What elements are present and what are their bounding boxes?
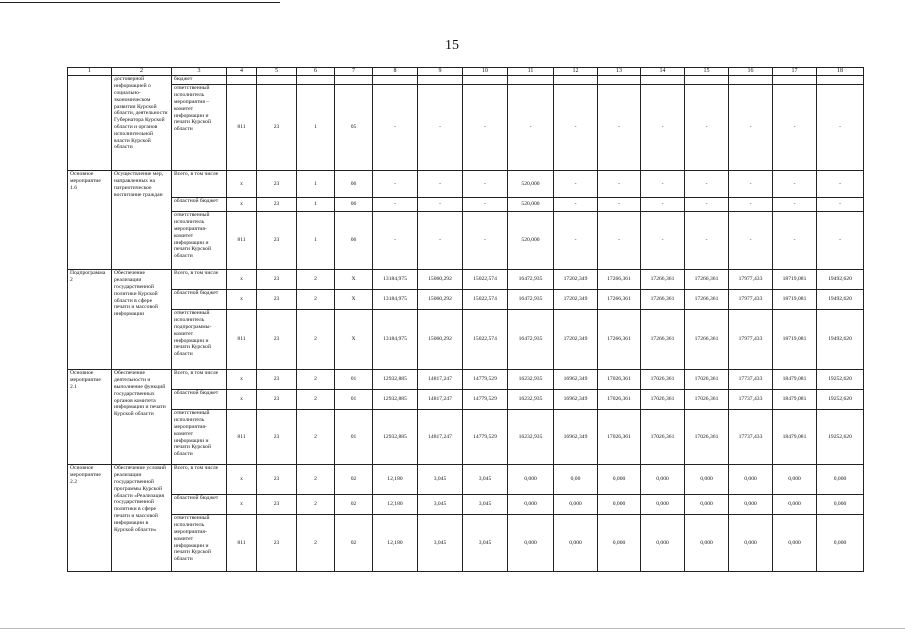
value-cell: 18719,081 [773,290,817,310]
program-code-cell: Основное мероприятие 2.1 [68,370,112,465]
value-cell: 16232,935 [508,370,554,390]
value-cell: - [598,212,641,270]
value-cell: 17266,361 [598,290,641,310]
value-cell: 16962,349 [554,410,598,465]
value-cell: 23 [257,212,297,270]
value-cell: 17266,361 [685,270,729,290]
value-cell: 02 [335,465,373,495]
value-cell: 19252,620 [817,410,864,465]
value-cell: - [685,171,729,198]
value-cell: 23 [257,390,297,410]
value-cell: - [729,85,773,171]
program-name-cell: достоверной информацией о социально-экономическом развитии Курской области, деятельности Губернатора Курской области и органов исполнительной власти Курской области [112,76,172,171]
value-cell: 17737,433 [729,390,773,410]
value-cell: Х [335,270,373,290]
value-cell: х [227,390,257,410]
source-cell: Всего, в том числе [172,171,227,198]
value-cell: - [373,85,418,171]
value-cell: 0,000 [773,515,817,572]
value-cell: 15022,574 [463,310,508,370]
source-cell: ответственный исполнитель подпрограммы-комитет информации и печати Курской области [172,310,227,370]
value-cell: 520,000 [508,171,554,198]
value-cell [463,76,508,85]
value-cell: 0,000 [598,465,641,495]
value-cell: 0,000 [685,495,729,515]
value-cell: - [373,171,418,198]
bottom-rule [0,628,905,629]
value-cell: - [554,212,598,270]
value-cell: - [817,85,864,171]
source-cell: областной бюджет [172,495,227,515]
value-cell: 17266,361 [641,310,685,370]
table-row [68,515,864,572]
value-cell: 15060,292 [418,290,463,310]
header-cell: 15 [685,68,729,76]
value-cell: 23 [257,290,297,310]
value-cell: 18719,081 [773,270,817,290]
header-cell: 13 [598,68,641,76]
value-cell: 17026,361 [598,390,641,410]
value-cell: х [227,465,257,495]
value-cell: 0,000 [729,465,773,495]
value-cell: 2 [297,290,335,310]
value-cell: 23 [257,270,297,290]
program-code-cell: Основное мероприятие 2.2 [68,465,112,572]
value-cell: 0,000 [685,515,729,572]
value-cell [373,76,418,85]
value-cell: 16232,935 [508,390,554,410]
value-cell: 06 [335,212,373,270]
value-cell: 06 [335,171,373,198]
value-cell: 02 [335,495,373,515]
value-cell: 3,045 [418,515,463,572]
value-cell: 23 [257,171,297,198]
page-number: 15 [445,38,459,53]
value-cell: 17977,433 [729,310,773,370]
value-cell [508,76,554,85]
value-cell: - [598,198,641,212]
program-name-cell: Обеспечение условий реализации государственной программы Курской области «Реализация государственной политики в сфере печати и массовой информации в Курской области» [112,465,172,572]
program-name-cell: Осуществление мер, направленных на патриотическое воспитание граждан [112,171,172,270]
value-cell: 16472,935 [508,310,554,370]
header-cell: 4 [227,68,257,76]
header-cell: 8 [373,68,418,76]
value-cell [227,76,257,85]
value-cell: 12932,885 [373,390,418,410]
value-cell [297,76,335,85]
program-code-cell [68,76,112,171]
header-cell: 18 [817,68,864,76]
source-cell: Всего, в том числе [172,370,227,390]
value-cell: 17026,361 [685,370,729,390]
value-cell: - [729,212,773,270]
value-cell [598,76,641,85]
value-cell: 17737,433 [729,370,773,390]
value-cell: 2 [297,465,335,495]
value-cell: 12,180 [373,515,418,572]
value-cell: 17026,361 [641,370,685,390]
value-cell: 01 [335,370,373,390]
value-cell: 520,000 [508,212,554,270]
source-cell: областной бюджет [172,290,227,310]
value-cell: 05 [335,85,373,171]
value-cell: 17026,361 [641,410,685,465]
value-cell: 17202,349 [554,270,598,290]
table-row [68,310,864,370]
value-cell: - [373,198,418,212]
value-cell: - [554,171,598,198]
value-cell: Х [335,290,373,310]
header-row [68,68,864,76]
value-cell: 3,045 [418,495,463,515]
value-cell: 3,045 [463,495,508,515]
value-cell: 0,000 [508,515,554,572]
program-code-cell: Подпрограмма 2 [68,270,112,370]
value-cell: 2 [297,515,335,572]
value-cell: - [641,85,685,171]
value-cell: 17266,361 [598,270,641,290]
value-cell: 19252,620 [817,370,864,390]
value-cell: - [641,198,685,212]
value-cell: 2 [297,410,335,465]
value-cell: - [554,198,598,212]
value-cell: 17977,433 [729,270,773,290]
value-cell: 2 [297,310,335,370]
value-cell: - [554,85,598,171]
value-cell: - [685,85,729,171]
value-cell: х [227,290,257,310]
value-cell: 23 [257,495,297,515]
value-cell: 0,000 [598,515,641,572]
value-cell: х [227,370,257,390]
value-cell: 16232,935 [508,410,554,465]
value-cell: 17266,361 [685,310,729,370]
header-cell: 3 [172,68,227,76]
value-cell: 17026,361 [685,390,729,410]
value-cell: 1 [297,212,335,270]
table-row [68,290,864,310]
value-cell: 0,000 [729,515,773,572]
value-cell: 0,000 [554,515,598,572]
value-cell: 12,180 [373,495,418,515]
value-cell: - [817,171,864,198]
value-cell: - [641,212,685,270]
header-cell: 6 [297,68,335,76]
value-cell: - [463,85,508,171]
value-cell: 15060,292 [418,270,463,290]
value-cell [257,76,297,85]
value-cell: х [227,198,257,212]
value-cell: 811 [227,410,257,465]
value-cell: 1 [297,171,335,198]
source-cell: ответственный исполнитель мероприятия-комитет информации и печати Курской области [172,212,227,270]
value-cell: - [418,212,463,270]
table-row [68,171,864,198]
value-cell: 0,000 [598,495,641,515]
header-cell: 16 [729,68,773,76]
value-cell [418,76,463,85]
value-cell: 18479,081 [773,410,817,465]
value-cell: - [373,212,418,270]
table-row [68,212,864,270]
value-cell: - [817,212,864,270]
value-cell: 2 [297,390,335,410]
value-cell: Х [335,310,373,370]
value-cell: - [773,198,817,212]
value-cell: - [773,85,817,171]
value-cell: 15022,574 [463,270,508,290]
value-cell: 811 [227,515,257,572]
table-row [68,465,864,495]
value-cell: 0,000 [817,465,864,495]
value-cell: 0,000 [641,465,685,495]
value-cell: 12932,885 [373,410,418,465]
source-cell: ответственный исполнитель мероприятия-комитет информации и печати Курской области [172,515,227,572]
program-name-cell: Обеспечение деятельности и выполнение функций государственных органов комитета информации и печати Курской области [112,370,172,465]
value-cell: 17026,361 [598,410,641,465]
value-cell: 3,045 [463,515,508,572]
value-cell: 17266,361 [685,290,729,310]
value-cell: 17266,361 [641,290,685,310]
value-cell: 0,000 [554,495,598,515]
value-cell: 811 [227,212,257,270]
value-cell: 0,000 [508,465,554,495]
value-cell: 0,000 [817,495,864,515]
value-cell: 16962,349 [554,370,598,390]
value-cell: 17202,349 [554,290,598,310]
value-cell: 811 [227,85,257,171]
source-cell: Всего, в том числе [172,465,227,495]
value-cell [729,76,773,85]
value-cell: 19492,620 [817,310,864,370]
header-cell: 2 [112,68,172,76]
value-cell: х [227,171,257,198]
value-cell: 14817,247 [418,410,463,465]
value-cell [685,76,729,85]
program-code-cell: Основное мероприятие 1.6 [68,171,112,270]
value-cell: 19492,620 [817,270,864,290]
table-row [68,410,864,465]
value-cell: 02 [335,515,373,572]
header-cell: 7 [335,68,373,76]
value-cell: 23 [257,310,297,370]
value-cell: 23 [257,465,297,495]
value-cell: - [418,198,463,212]
value-cell: 17977,433 [729,290,773,310]
header-cell: 1 [68,68,112,76]
value-cell: 18719,081 [773,310,817,370]
value-cell: 1 [297,85,335,171]
value-cell: 01 [335,390,373,410]
header-cell: 12 [554,68,598,76]
value-cell [335,76,373,85]
value-cell: 520,000 [508,198,554,212]
source-cell: бюджет [172,76,227,85]
value-cell: 0,000 [508,495,554,515]
value-cell: - [463,198,508,212]
value-cell: 12932,885 [373,370,418,390]
value-cell: - [598,171,641,198]
value-cell: 19492,620 [817,290,864,310]
header-cell: 9 [418,68,463,76]
value-cell: - [418,171,463,198]
value-cell [554,76,598,85]
top-rule [0,2,280,3]
value-cell: - [685,198,729,212]
program-name-cell: Обеспечение реализации государственной политики Курской области в сфере печати и массовой информации [112,270,172,370]
value-cell [641,76,685,85]
value-cell: 13184,975 [373,290,418,310]
value-cell: - [773,171,817,198]
table-row [68,390,864,410]
value-cell: 23 [257,85,297,171]
value-cell: 3,045 [418,465,463,495]
value-cell: 17026,361 [598,370,641,390]
value-cell: - [418,85,463,171]
value-cell: 0,000 [773,495,817,515]
value-cell: 14779,529 [463,370,508,390]
value-cell: 15060,292 [418,310,463,370]
value-cell: 811 [227,310,257,370]
source-cell: ответственный исполнитель мероприятия-комитет информации и печати Курской области [172,410,227,465]
value-cell: 17202,349 [554,310,598,370]
header-cell: 10 [463,68,508,76]
value-cell: - [598,85,641,171]
table-row [68,270,864,290]
table-row [68,495,864,515]
value-cell: - [508,85,554,171]
value-cell: - [641,171,685,198]
value-cell: 23 [257,410,297,465]
value-cell: 17266,361 [598,310,641,370]
source-cell: Всего, в том числе [172,270,227,290]
value-cell: 17026,361 [685,410,729,465]
value-cell: - [729,171,773,198]
value-cell: х [227,270,257,290]
value-cell: 06 [335,198,373,212]
value-cell [773,76,817,85]
value-cell: 0,00 [554,465,598,495]
value-cell: 14779,529 [463,410,508,465]
value-cell: 15022,574 [463,290,508,310]
source-cell: ответственный исполнитель мероприятия – комитет информации и печати Курской области [172,85,227,171]
header-cell: 5 [257,68,297,76]
value-cell: 19252,620 [817,390,864,410]
source-cell: областной бюджет [172,390,227,410]
value-cell: 0,000 [817,515,864,572]
value-cell: 17266,361 [641,270,685,290]
value-cell: 13184,975 [373,310,418,370]
value-cell: 23 [257,370,297,390]
value-cell: х [227,495,257,515]
value-cell: 23 [257,198,297,212]
value-cell: 2 [297,270,335,290]
value-cell: 3,045 [463,465,508,495]
value-cell: 18479,081 [773,390,817,410]
value-cell: 18479,081 [773,370,817,390]
table-row [68,76,864,85]
table-row [68,370,864,390]
value-cell: 0,000 [729,495,773,515]
value-cell: 0,000 [641,495,685,515]
value-cell: - [685,212,729,270]
source-cell: областной бюджет [172,198,227,212]
value-cell: 16962,349 [554,390,598,410]
value-cell: 0,000 [685,465,729,495]
value-cell: 14817,247 [418,390,463,410]
header-cell: 17 [773,68,817,76]
value-cell [817,76,864,85]
header-cell: 11 [508,68,554,76]
table-row [68,85,864,171]
value-cell: 2 [297,370,335,390]
value-cell: - [463,171,508,198]
value-cell: 17737,433 [729,410,773,465]
header-cell: 14 [641,68,685,76]
value-cell: - [817,198,864,212]
value-cell: 0,000 [641,515,685,572]
value-cell: 0,000 [773,465,817,495]
value-cell: 16472,935 [508,290,554,310]
value-cell: 14817,247 [418,370,463,390]
value-cell: - [773,212,817,270]
value-cell: 1 [297,198,335,212]
value-cell: 13184,975 [373,270,418,290]
value-cell: 14779,529 [463,390,508,410]
budget-table [67,67,864,572]
value-cell: - [463,212,508,270]
value-cell: - [729,198,773,212]
value-cell: 01 [335,410,373,465]
value-cell: 17026,361 [641,390,685,410]
value-cell: 23 [257,515,297,572]
value-cell: 16472,935 [508,270,554,290]
value-cell: 2 [297,495,335,515]
table-row [68,198,864,212]
value-cell: 12,180 [373,465,418,495]
